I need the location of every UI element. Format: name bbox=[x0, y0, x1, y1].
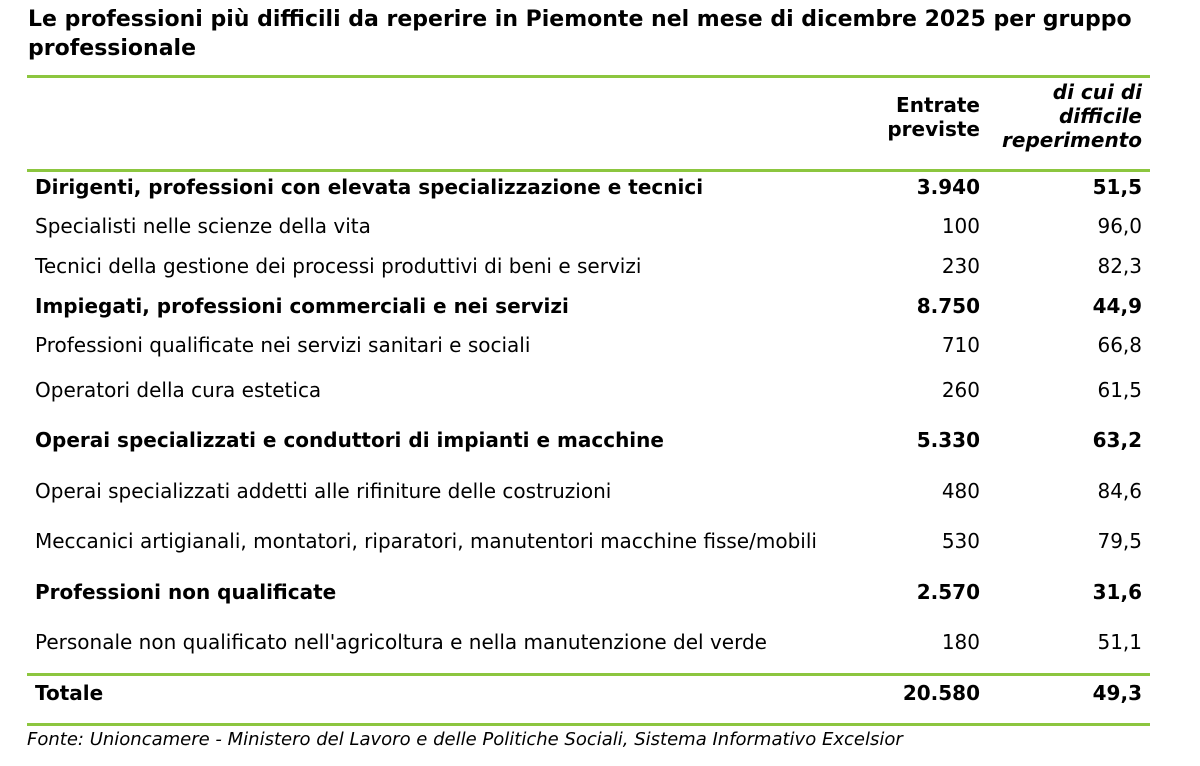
group-row bbox=[0, 291, 1200, 321]
row-entrate: 230 bbox=[941, 254, 980, 278]
group-row bbox=[0, 172, 1200, 202]
row-difficile: 44,9 bbox=[1092, 294, 1142, 318]
row-label: Professioni qualificate nei servizi sanitari e sociali bbox=[35, 333, 531, 357]
group-row bbox=[0, 577, 1200, 607]
column-header-entrate: Entrate previste bbox=[887, 93, 980, 141]
table-row bbox=[0, 627, 1200, 657]
total-entrate: 20.580 bbox=[902, 681, 980, 705]
table-row bbox=[0, 375, 1200, 405]
row-entrate: 5.330 bbox=[916, 428, 980, 452]
table-row bbox=[0, 211, 1200, 241]
row-label: Personale non qualificato nell'agricoltura e nella manutenzione del verde bbox=[35, 630, 767, 654]
table-row bbox=[0, 476, 1200, 506]
total-top-rule bbox=[27, 673, 1150, 676]
row-entrate: 710 bbox=[941, 333, 980, 357]
row-difficile: 51,1 bbox=[1097, 630, 1142, 654]
table-row bbox=[0, 251, 1200, 281]
total-difficile: 49,3 bbox=[1092, 681, 1142, 705]
row-label: Professioni non qualificate bbox=[35, 580, 337, 604]
row-difficile: 61,5 bbox=[1097, 378, 1142, 402]
row-entrate: 480 bbox=[941, 479, 980, 503]
row-difficile: 51,5 bbox=[1092, 175, 1142, 199]
row-label: Operai specializzati addetti alle rifiniture delle costruzioni bbox=[35, 479, 612, 503]
total-row bbox=[0, 678, 1200, 708]
column-header-difficile: di cui di difficile reperimento bbox=[1002, 80, 1142, 152]
header-top-rule bbox=[27, 75, 1150, 78]
row-label: Meccanici artigianali, montatori, riparatori, manutentori macchine fisse/mobili bbox=[35, 529, 817, 553]
row-entrate: 2.570 bbox=[916, 580, 980, 604]
source-note: Fonte: Unioncamere - Ministero del Lavoro e delle Politiche Sociali, Sistema Informativo Excelsior bbox=[27, 729, 903, 750]
row-label: Dirigenti, professioni con elevata specializzazione e tecnici bbox=[35, 175, 704, 199]
table-row bbox=[0, 330, 1200, 360]
row-difficile: 82,3 bbox=[1097, 254, 1142, 278]
table-row bbox=[0, 526, 1200, 556]
table-title: Le professioni più difficili da reperire in Piemonte nel mese di dicembre 2025 per gruppo professionale bbox=[28, 7, 1132, 61]
row-entrate: 180 bbox=[941, 630, 980, 654]
row-entrate: 3.940 bbox=[916, 175, 980, 199]
row-label: Specialisti nelle scienze della vita bbox=[35, 214, 371, 238]
row-difficile: 79,5 bbox=[1097, 529, 1142, 553]
row-label: Operai specializzati e conduttori di impianti e macchine bbox=[35, 428, 664, 452]
row-difficile: 96,0 bbox=[1097, 214, 1142, 238]
row-label: Tecnici della gestione dei processi produttivi di beni e servizi bbox=[35, 254, 642, 278]
table-bottom-rule bbox=[27, 723, 1150, 726]
row-difficile: 63,2 bbox=[1092, 428, 1142, 452]
row-difficile: 84,6 bbox=[1097, 479, 1142, 503]
row-entrate: 100 bbox=[941, 214, 980, 238]
row-difficile: 31,6 bbox=[1092, 580, 1142, 604]
row-label: Operatori della cura estetica bbox=[35, 378, 322, 402]
row-entrate: 8.750 bbox=[916, 294, 980, 318]
row-entrate: 260 bbox=[941, 378, 980, 402]
group-row bbox=[0, 425, 1200, 455]
row-label: Impiegati, professioni commerciali e nei servizi bbox=[35, 294, 569, 318]
total-label: Totale bbox=[35, 681, 104, 705]
row-entrate: 530 bbox=[941, 529, 980, 553]
row-difficile: 66,8 bbox=[1097, 333, 1142, 357]
